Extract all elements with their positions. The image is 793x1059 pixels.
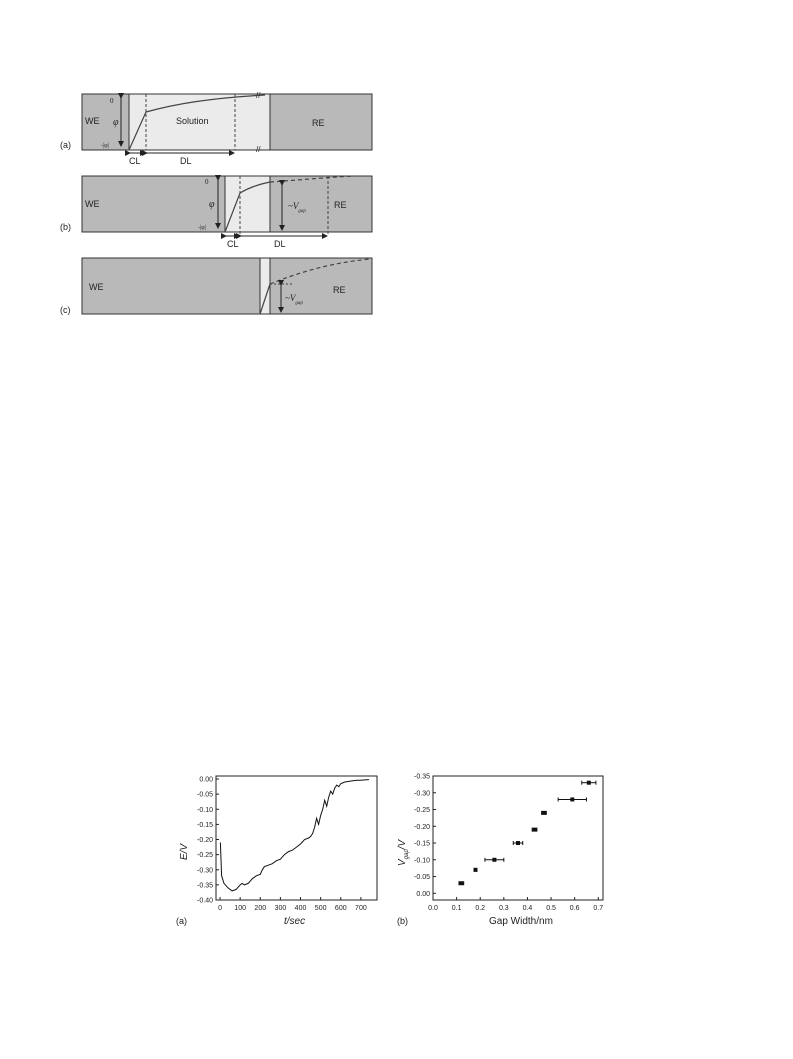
we-label-c: WE bbox=[89, 282, 104, 292]
y-tick-label: -0.05 bbox=[414, 874, 430, 882]
y-tick-label: 0.00 bbox=[199, 776, 213, 784]
data-point bbox=[492, 858, 496, 862]
data-point bbox=[587, 781, 591, 785]
gap-break-mark: // bbox=[256, 145, 261, 154]
y-tick-label: -0.05 bbox=[197, 791, 213, 799]
chart-a-ylabel: E/V bbox=[179, 843, 190, 860]
we-label-a: WE bbox=[85, 116, 100, 126]
y-tick-label: -0.25 bbox=[197, 852, 213, 860]
chart-a-xlabel: t/sec bbox=[284, 916, 306, 927]
potential-series-line bbox=[220, 780, 369, 891]
vgap-gapwidth-chart bbox=[393, 768, 608, 928]
y-tick-label: -0.40 bbox=[197, 897, 213, 905]
x-tick-label: 600 bbox=[334, 905, 347, 912]
panel-tag-c: (c) bbox=[60, 305, 71, 315]
potential-time-chart bbox=[172, 768, 382, 928]
x-tick-label: 200 bbox=[254, 905, 267, 912]
y-tick-label: -0.20 bbox=[197, 837, 213, 845]
solution-region-c bbox=[260, 258, 270, 314]
y-tick-label: -0.10 bbox=[414, 857, 430, 865]
x-tick-label: 0 bbox=[218, 905, 222, 912]
we-electrode-b bbox=[82, 176, 225, 232]
phi-bottom-b: -|φ| bbox=[198, 225, 206, 231]
re-electrode-c bbox=[270, 258, 372, 314]
y-tick-label: -0.25 bbox=[414, 807, 430, 815]
x-tick-label: 0.4 bbox=[522, 905, 533, 912]
solution-label-a: Solution bbox=[176, 116, 209, 126]
dl-label-a: DL bbox=[180, 156, 192, 166]
phi-label-a: φ bbox=[113, 117, 119, 128]
y-tick-label: -0.10 bbox=[197, 806, 213, 814]
panel-tag-b: (b) bbox=[60, 222, 71, 232]
phi-bottom-a: -|φ| bbox=[101, 143, 109, 149]
phi-label-b: φ bbox=[209, 199, 215, 210]
we-electrode-c bbox=[82, 258, 260, 314]
cl-label-b: CL bbox=[227, 239, 239, 249]
y-tick-label: -0.35 bbox=[197, 882, 213, 890]
data-point bbox=[570, 797, 574, 801]
x-tick-label: 0.6 bbox=[569, 905, 580, 912]
potential-schematic-figure bbox=[0, 0, 793, 330]
x-tick-label: 0.2 bbox=[475, 905, 486, 912]
x-tick-label: 400 bbox=[294, 905, 307, 912]
data-point bbox=[459, 881, 463, 885]
gap-break-mark: // bbox=[256, 91, 261, 100]
panel-tag-a: (a) bbox=[60, 140, 71, 150]
schematic-panel-a bbox=[60, 91, 372, 166]
we-label-b: WE bbox=[85, 199, 100, 209]
x-tick-label: 500 bbox=[314, 905, 327, 912]
x-tick-label: 0.5 bbox=[546, 905, 556, 912]
re-electrode-b bbox=[270, 176, 372, 232]
y-tick-label: 0.00 bbox=[416, 890, 430, 898]
vgap-label-b: $\sim V_{gap}$ bbox=[288, 201, 306, 214]
y-tick-label: -0.15 bbox=[414, 840, 430, 848]
data-point bbox=[516, 841, 520, 845]
re-label-b: RE bbox=[334, 200, 347, 210]
data-point bbox=[542, 811, 546, 815]
chart-b-ylabel: $V_{gap}/V$ bbox=[397, 839, 410, 866]
solution-region-b bbox=[225, 176, 270, 232]
x-tick-label: 0.7 bbox=[593, 905, 604, 912]
cl-label-a: CL bbox=[129, 156, 141, 166]
y-tick-label: -0.30 bbox=[197, 867, 213, 875]
x-tick-label: 700 bbox=[355, 905, 367, 912]
y-tick-label: -0.20 bbox=[414, 823, 430, 831]
x-tick-label: 0.3 bbox=[498, 905, 509, 912]
re-label-c: RE bbox=[333, 285, 346, 295]
y-tick-label: -0.30 bbox=[414, 790, 430, 798]
chart-a-tag: (a) bbox=[176, 916, 187, 926]
schematic-panel-b bbox=[60, 176, 372, 249]
plot-frame bbox=[216, 776, 377, 900]
schematic-panel-c bbox=[60, 258, 372, 315]
phi-zero-a: 0 bbox=[110, 97, 114, 105]
chart-b-xlabel: Gap Width/nm bbox=[489, 916, 553, 927]
data-point bbox=[474, 868, 478, 872]
chart-b-tag: (b) bbox=[397, 916, 408, 926]
dl-label-b: DL bbox=[274, 239, 286, 249]
vgap-label-c: $\sim V_{gap}$ bbox=[285, 293, 303, 306]
x-tick-label: 0.1 bbox=[451, 905, 462, 912]
x-tick-label: 300 bbox=[274, 905, 287, 912]
y-tick-label: -0.35 bbox=[414, 773, 430, 781]
re-label-a: RE bbox=[312, 118, 325, 128]
phi-zero-b: 0 bbox=[205, 178, 209, 186]
x-tick-label: 100 bbox=[234, 905, 246, 912]
x-tick-label: 0.0 bbox=[428, 905, 438, 912]
data-point bbox=[533, 828, 537, 832]
y-tick-label: -0.15 bbox=[197, 821, 213, 829]
